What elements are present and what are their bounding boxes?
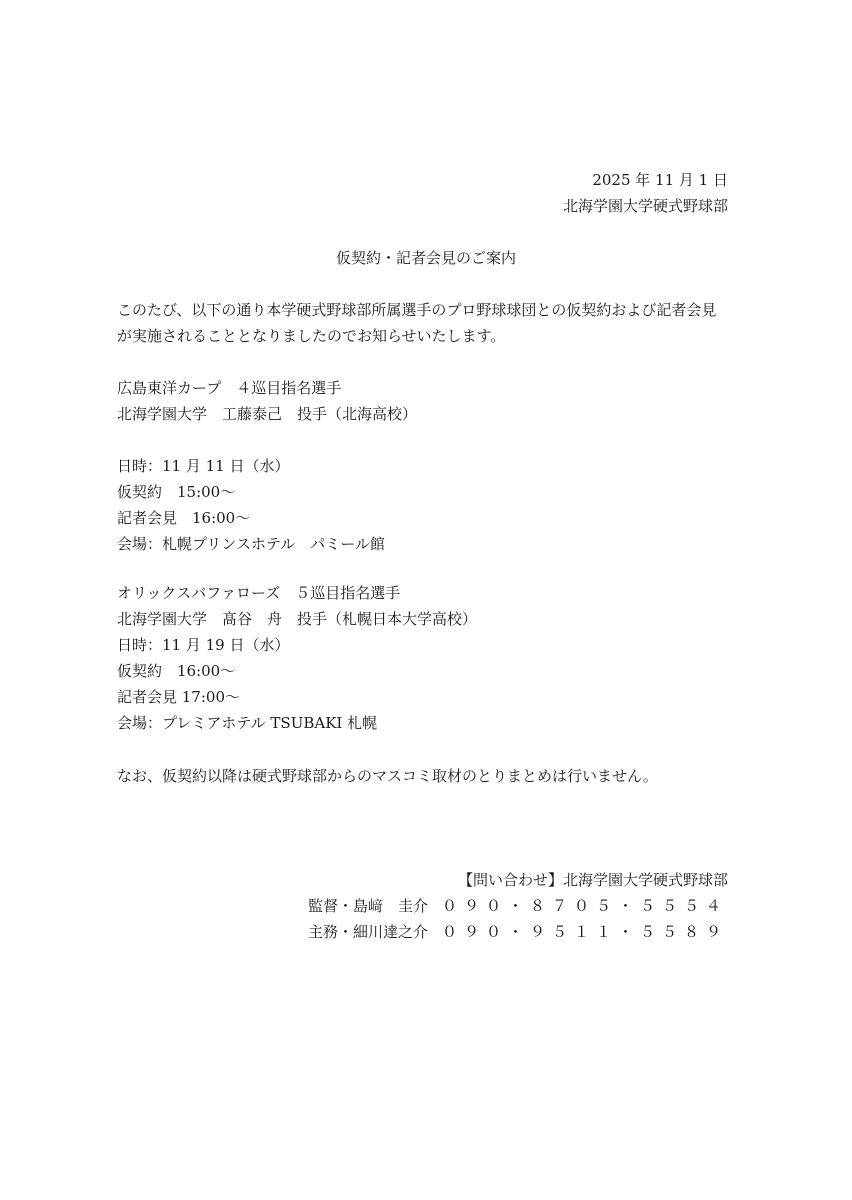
document-date: 2025 年 11 月 1 日 xyxy=(592,171,728,189)
contact-person-2-phone: ０９０・９５１１・５５８９ xyxy=(441,923,728,941)
contact-person-2-label: 主務・細川達之介 xyxy=(307,923,428,941)
player2-name: 北海学園大学 髙谷 舟 投手（札幌日本大学高校） xyxy=(117,610,478,628)
notice-text: なお、仮契約以降は硬式野球部からのマスコミ取材のとりまとめは行いません。 xyxy=(117,767,658,785)
contact-person-1-label: 監督・島﨑 圭介 xyxy=(307,897,428,915)
intro-line-2: が実施されることとなりましたのでお知らせいたします。 xyxy=(117,327,506,345)
intro-line-1: このたび、以下の通り本学硬式野球部所属選手のプロ野球球団との仮契約および記者会見 xyxy=(117,301,717,319)
document-title: 仮契約・記者会見のご案内 xyxy=(335,249,516,267)
player1-press-time: 記者会見 16:00〜 xyxy=(117,509,251,527)
player2-press-time: 記者会見 17:00〜 xyxy=(117,688,240,706)
player1-date: 日時：11 月 11 日（水） xyxy=(117,457,290,475)
contact-person-2 xyxy=(308,919,728,945)
contact-heading: 【問い合わせ】北海学園大学硬式野球部 xyxy=(457,871,728,889)
player2-date: 日時：11 月 19 日（水） xyxy=(117,636,290,654)
player2-contract-time: 仮契約 16:00〜 xyxy=(117,662,236,680)
player2-venue: 会場：プレミアホテル TSUBAKI 札幌 xyxy=(117,714,378,732)
player2-team: オリックスバファローズ ５巡目指名選手 xyxy=(117,584,401,602)
player1-venue: 会場：札幌プリンスホテル パミール館 xyxy=(117,535,385,553)
contact-person-1 xyxy=(308,893,728,919)
player1-contract-time: 仮契約 15:00〜 xyxy=(117,483,236,501)
contact-person-1-phone: ０９０・８７０５・５５５４ xyxy=(441,897,728,915)
issuing-organization: 北海学園大学硬式野球部 xyxy=(562,197,728,215)
player1-name: 北海学園大学 工藤泰己 投手（北海高校） xyxy=(117,405,418,423)
player1-team: 広島東洋カープ ４巡目指名選手 xyxy=(117,379,342,397)
